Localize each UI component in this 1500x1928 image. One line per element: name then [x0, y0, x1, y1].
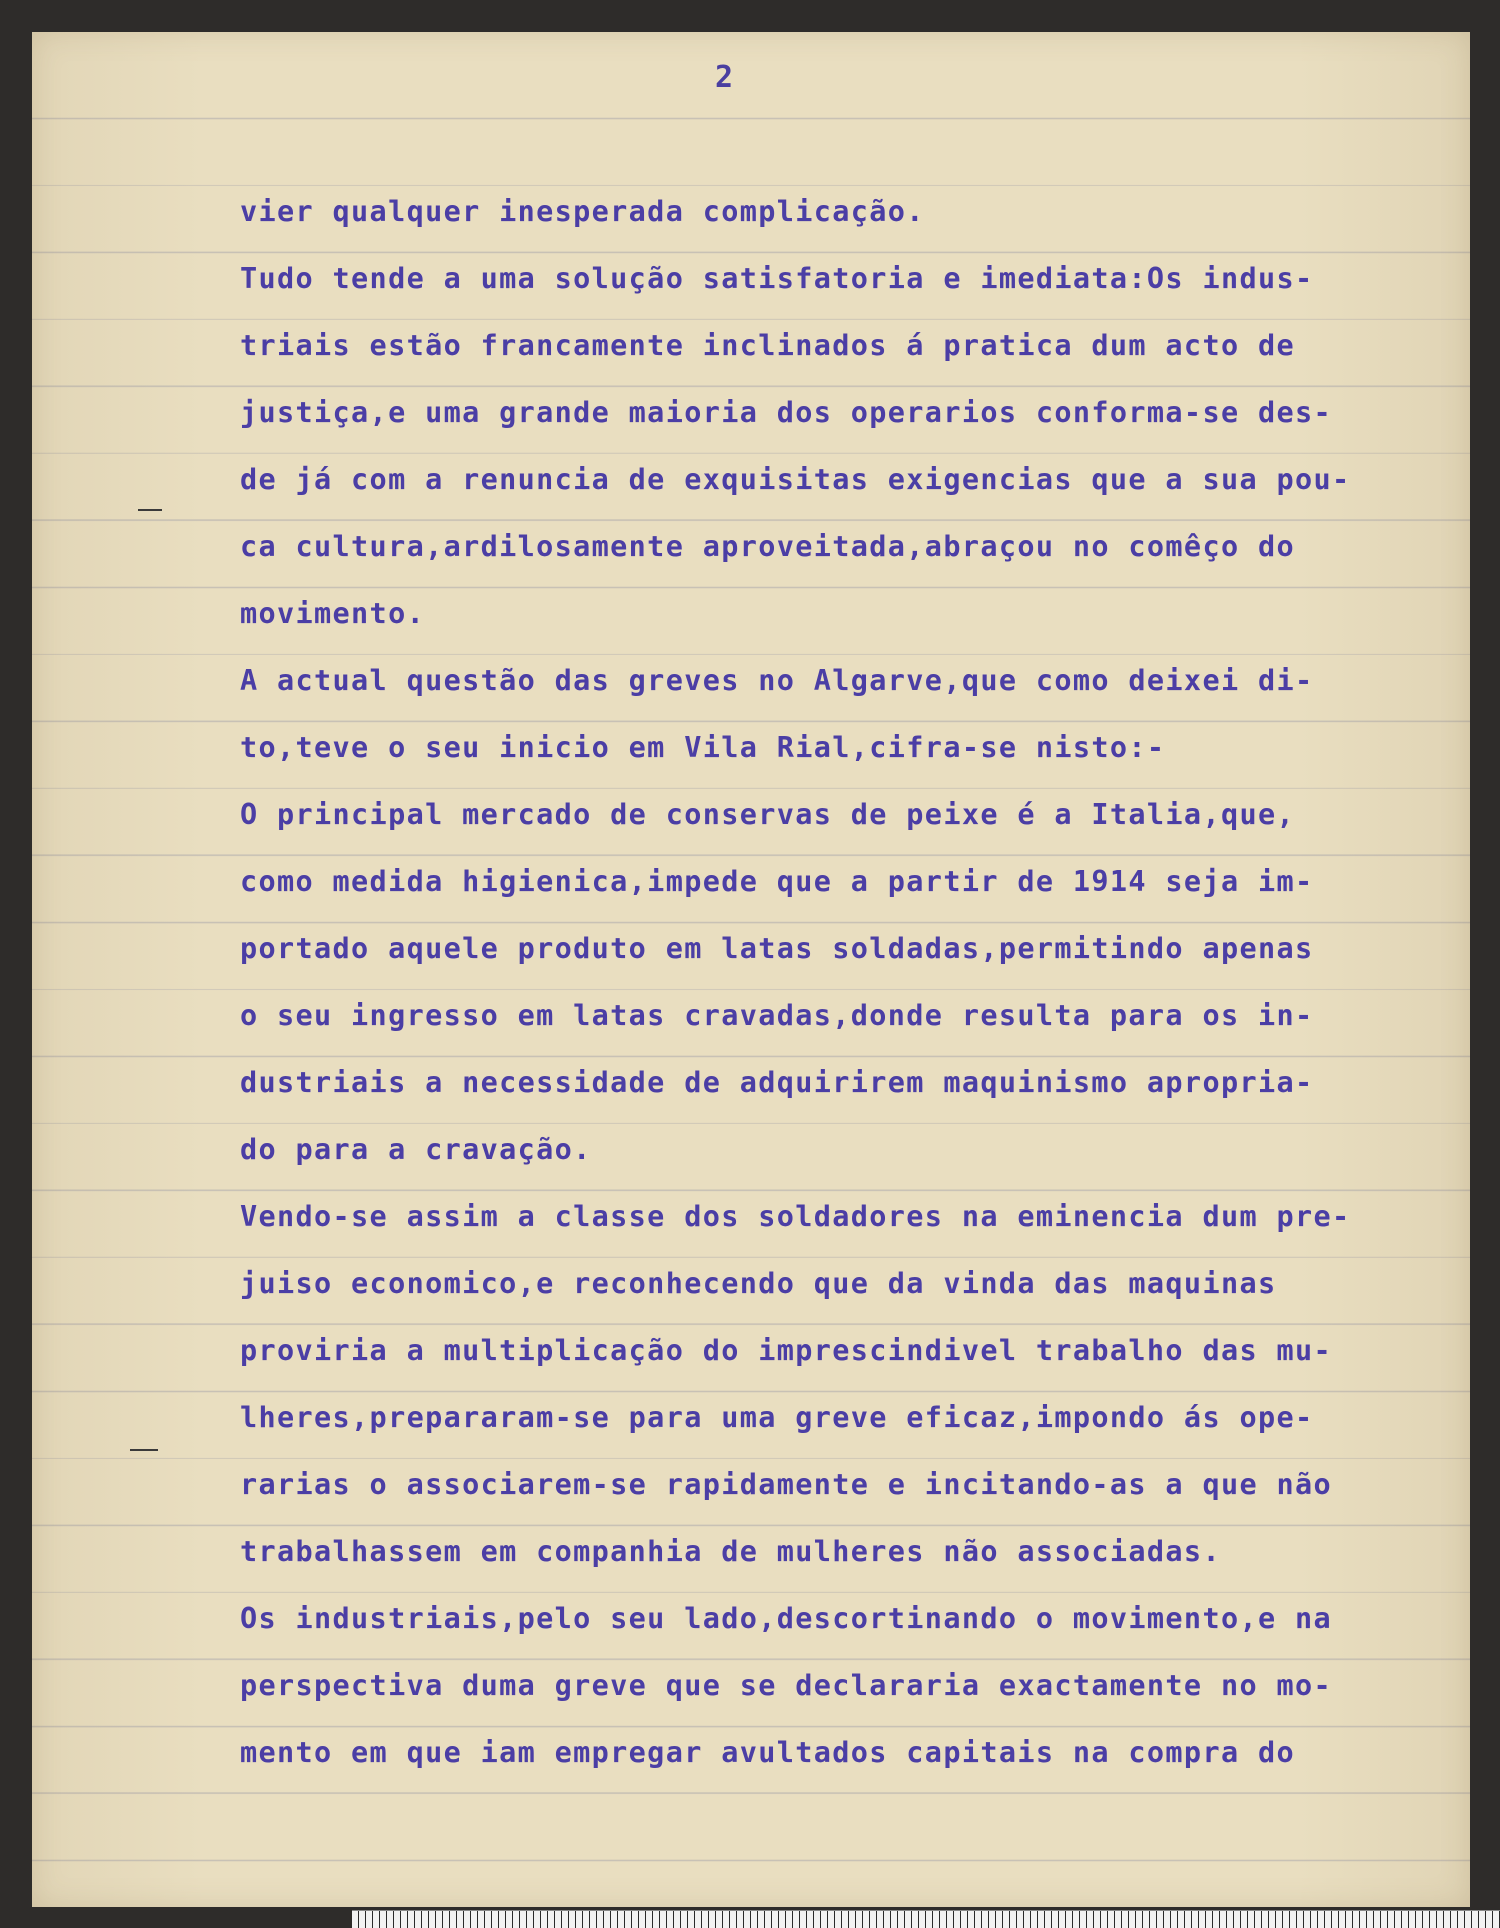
text-line: Os industriais,pelo seu lado,descortinando o movimento,e na — [240, 1602, 1332, 1635]
text-line: to,teve o seu inicio em Vila Rial,cifra-se nisto:- — [240, 731, 1166, 764]
page-number: 2 — [714, 60, 734, 95]
text-line: proviria a multiplicação do imprescindivel trabalho das mu- — [240, 1334, 1332, 1367]
margin-mark — [138, 509, 162, 511]
margin-mark — [130, 1449, 158, 1451]
text-line: vier qualquer inesperada complicação. — [240, 195, 925, 228]
text-line: lheres,prepararam-se para uma greve eficaz,impondo ás ope- — [240, 1401, 1314, 1434]
text-line: A actual questão das greves no Algarve,que como deixei di- — [240, 664, 1314, 697]
text-line: triais estão francamente inclinados á pratica dum acto de — [240, 329, 1295, 362]
text-line: movimento. — [240, 597, 426, 630]
text-line: juiso economico,e reconhecendo que da vinda das maquinas — [240, 1267, 1277, 1300]
text-line: mento em que iam empregar avultados capitais na compra do — [240, 1736, 1295, 1769]
text-line: Tudo tende a uma solução satisfatoria e imediata:Os indus- — [240, 262, 1314, 295]
scale-ruler — [352, 1910, 1500, 1928]
text-line: O principal mercado de conservas de peixe é a Italia,que, — [240, 798, 1295, 831]
text-line: do para a cravação. — [240, 1133, 592, 1166]
text-line: Vendo-se assim a classe dos soldadores na eminencia dum pre- — [240, 1200, 1351, 1233]
text-line: perspectiva duma greve que se declararia exactamente no mo- — [240, 1669, 1332, 1702]
text-line: rarias o associarem-se rapidamente e incitando-as a que não — [240, 1468, 1332, 1501]
text-line: dustriais a necessidade de adquirirem maquinismo apropria- — [240, 1066, 1314, 1099]
text-line: trabalhassem em companhia de mulheres não associadas. — [240, 1535, 1221, 1568]
text-line: de já com a renuncia de exquisitas exigencias que a sua pou- — [240, 463, 1351, 496]
text-line: ca cultura,ardilosamente aproveitada,abraçou no comêço do — [240, 530, 1295, 563]
page-body — [240, 178, 1460, 1786]
text-line: portado aquele produto em latas soldadas,permitindo apenas — [240, 932, 1314, 965]
text-line: o seu ingresso em latas cravadas,donde resulta para os in- — [240, 999, 1314, 1032]
text-line: justiça,e uma grande maioria dos operarios conforma-se des- — [240, 396, 1332, 429]
text-line: como medida higienica,impede que a partir de 1914 seja im- — [240, 865, 1314, 898]
